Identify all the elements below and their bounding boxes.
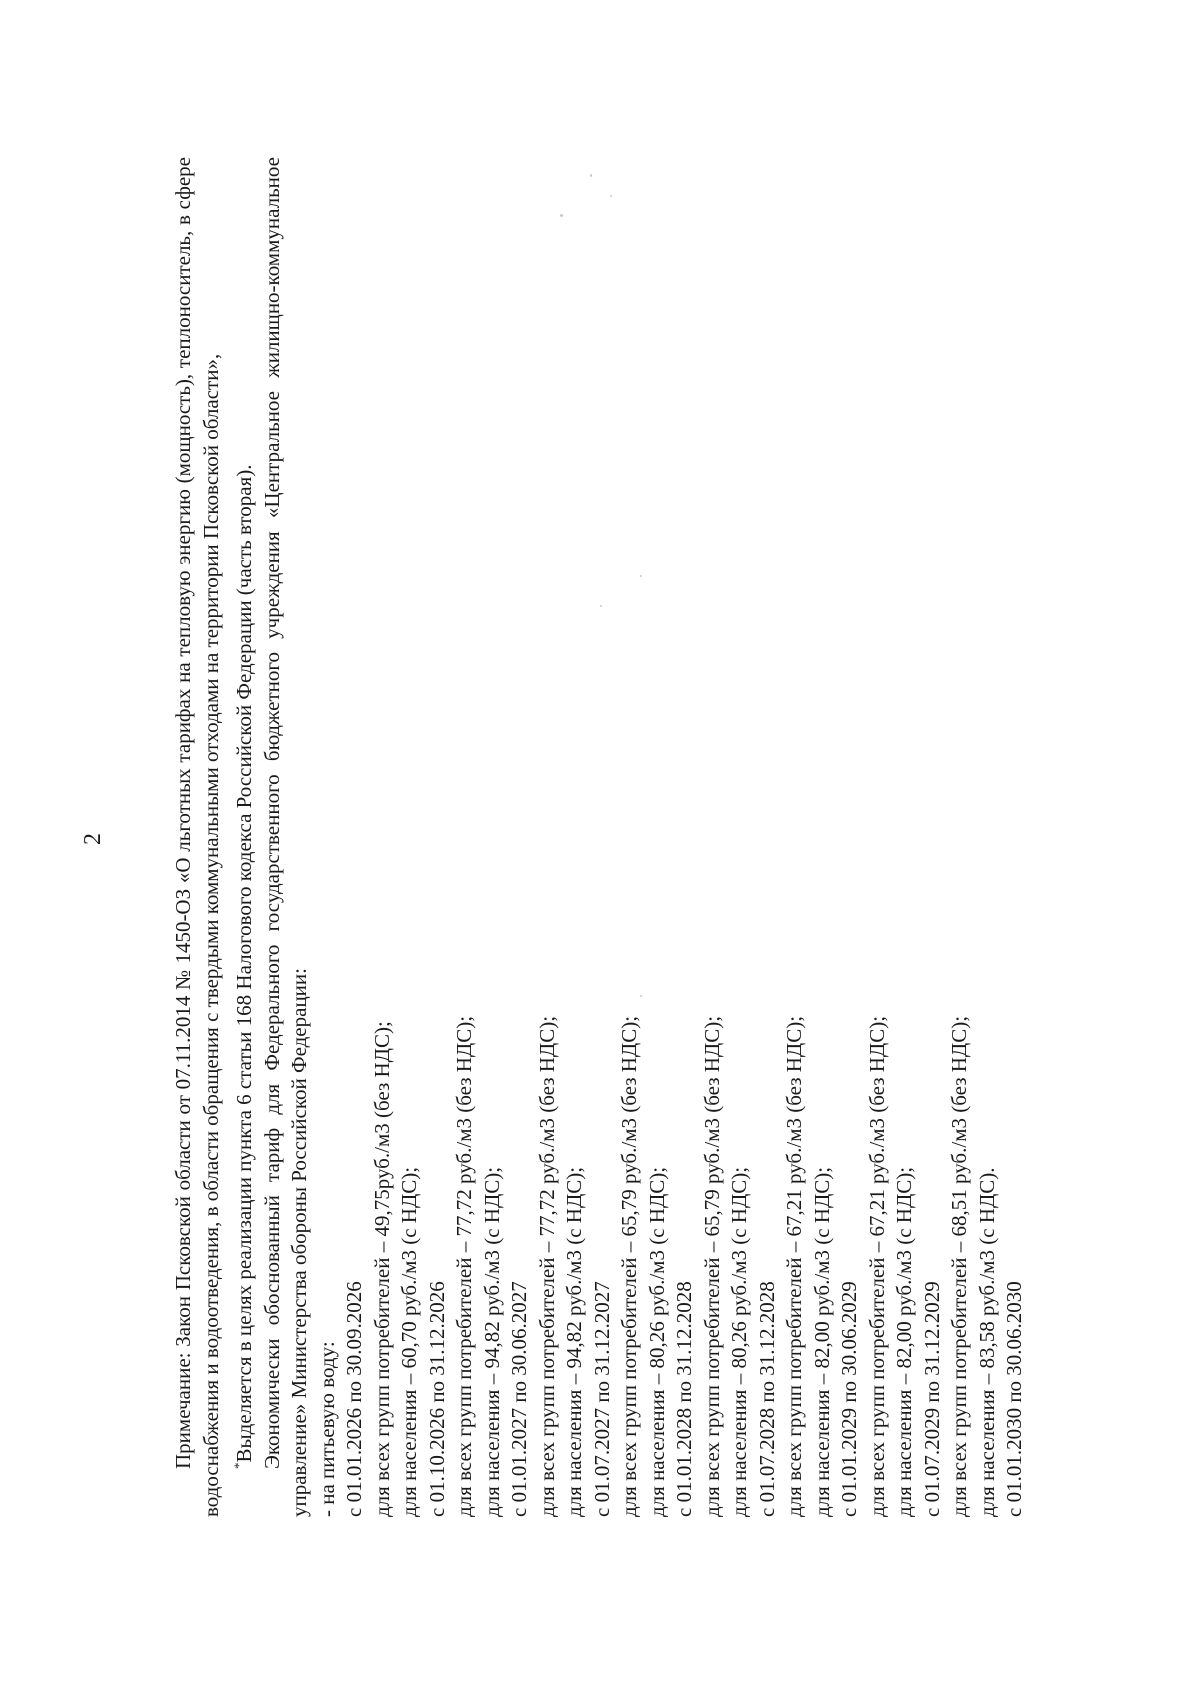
all-groups-line: для всех групп потребителей – 68,51 руб./м3 (без НДС); xyxy=(947,1015,971,1517)
population-line: для населения – 80,26 руб./м3 (с НДС); xyxy=(644,1166,669,1517)
population-line: для населения – 94,82 руб./м3 (с НДС); xyxy=(479,1166,504,1517)
all-groups-line: для всех групп потребителей – 65,79 руб./м3 (без НДС); xyxy=(617,1015,641,1517)
population-line: для населения – 80,26 руб./м3 (с НДС); xyxy=(727,1166,751,1517)
note-paragraph: Примечание: Закон Псковской области от 07.11.2014 № 1450-ОЗ «О льготных тарифах на тепловую энергию (мощность), теплоноситель, в сфере водоснабжения и водоотведения, в области обращения с твердыми коммунальными отходами на территории Псковской области», xyxy=(171,157,223,1517)
period-line: с 01.01.2028 по 31.12.2028 xyxy=(672,1281,696,1517)
period-line: с 01.07.2028 по 31.12.2028 xyxy=(754,1281,779,1517)
scan-speck xyxy=(590,174,592,177)
page-number: 2 xyxy=(80,833,106,845)
tariff-paragraph: Экономически обоснованный тариф для Федерального государственного бюджетного учреждения «Центральное жилищно-коммунальное управление» Министерства обороны Российской Федерации: xyxy=(259,157,311,1517)
text-block xyxy=(170,157,1029,1517)
footnote-text: Выделяется в целях реализации пункта 6 статьи 168 Налогового кодекса Российской Федерации (часть вторая). xyxy=(232,464,256,1463)
period-line: с 01.07.2027 по 31.12.2027 xyxy=(589,1281,614,1517)
scan-speck xyxy=(600,605,602,607)
water-heading: - на питьевую воду: xyxy=(314,1341,339,1517)
all-groups-line: для всех групп потребителей – 65,79 руб./м3 (без НДС); xyxy=(699,1015,724,1517)
scan-speck xyxy=(640,995,642,997)
scan-speck xyxy=(560,214,563,217)
population-line: для населения – 82,00 руб./м3 (с НДС); xyxy=(809,1166,834,1517)
period-line: с 01.07.2029 по 31.12.2029 xyxy=(919,1281,944,1517)
all-groups-line: для всех групп потребителей – 77,72 руб./м3 (без НДС); xyxy=(452,1015,476,1517)
period-line: с 01.01.2030 по 30.06.2030 xyxy=(1002,1281,1026,1517)
population-line: для населения – 83,58 руб./м3 (с НДС). xyxy=(974,1167,999,1517)
period-line: с 01.10.2026 по 31.12.2026 xyxy=(424,1281,449,1517)
period-line: с 01.01.2027 по 30.06.2027 xyxy=(507,1281,531,1517)
all-groups-line: для всех групп потребителей – 77,72 руб./м3 (без НДС); xyxy=(534,1015,559,1517)
scan-speck xyxy=(640,575,642,577)
population-line: для населения – 94,82 руб./м3 (с НДС); xyxy=(562,1166,586,1517)
all-groups-line: для всех групп потребителей – 67,21 руб./м3 (без НДС); xyxy=(782,1015,806,1517)
all-groups-line: для всех групп потребителей – 49,75руб./м3 (без НДС); xyxy=(369,1021,394,1517)
population-line: для населения – 82,00 руб./м3 (с НДС); xyxy=(892,1166,916,1517)
tariff-list xyxy=(341,157,1029,1517)
scan-speck xyxy=(610,195,612,197)
footnote-mark: * xyxy=(231,1462,246,1469)
footnote xyxy=(225,157,259,1517)
all-groups-line: для всех групп потребителей – 67,21 руб./м3 (без НДС); xyxy=(864,1015,889,1517)
period-line: с 01.01.2026 по 30.09.2026 xyxy=(342,1281,366,1517)
period-line: с 01.01.2029 по 30.06.2029 xyxy=(837,1281,861,1517)
population-line: для населения – 60,70 руб./м3 (с НДС); xyxy=(397,1166,421,1517)
